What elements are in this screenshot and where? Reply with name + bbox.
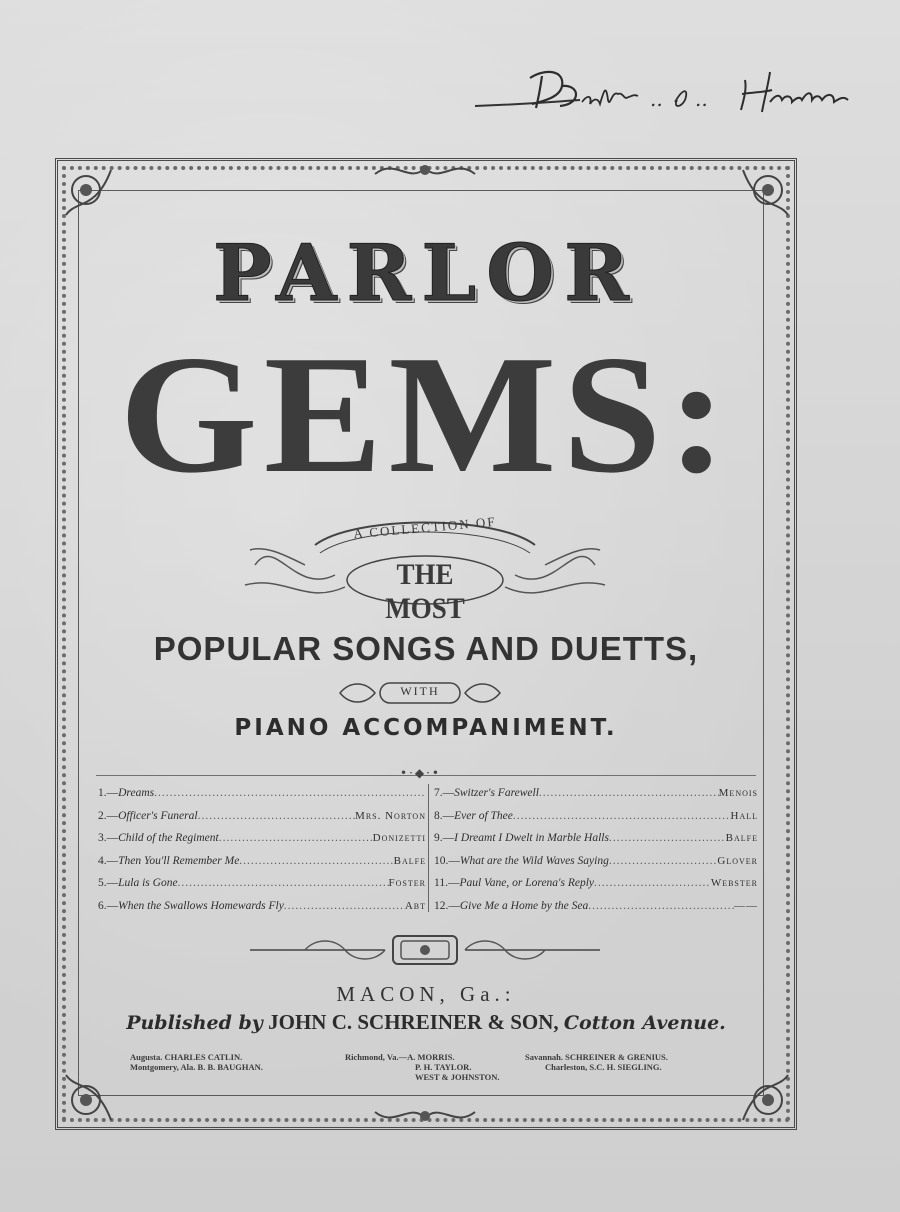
song-title: Dreams — [118, 787, 155, 799]
song-composer: Menois — [718, 787, 758, 799]
svg-text:..: .. — [695, 87, 708, 111]
song-item — [98, 895, 426, 918]
agent-entry: Richmond, Va.—A. MORRIS. — [345, 1052, 455, 1062]
song-composer: Hall — [730, 809, 758, 822]
song-item — [434, 827, 758, 850]
song-composer: Foster — [388, 877, 426, 889]
publication-place: MACON, Ga.: — [336, 982, 516, 1006]
svg-text:..: .. — [650, 87, 663, 111]
subtitle-the-most: THE MOST — [385, 558, 465, 625]
song-title: When the Swallows Homewards Fly — [118, 899, 284, 912]
subtitle-with: WITH — [400, 684, 440, 698]
song-item — [434, 805, 758, 828]
song-list-left — [98, 782, 426, 917]
publisher-prefix: Published by — [126, 1012, 263, 1034]
publisher-name: JOHN C. SCHREINER & SON, — [268, 1010, 559, 1034]
song-title: Child of the Regiment — [118, 832, 219, 844]
song-title: Lula is Gone — [118, 877, 178, 889]
song-number: 2.— — [98, 809, 119, 822]
song-item — [434, 850, 758, 873]
title-gems: GEMS: — [119, 319, 733, 509]
agents-column-3 — [525, 1052, 668, 1072]
song-number: 12.— — [434, 899, 460, 912]
agent-entry: Charleston, S.C. H. SIEGLING. — [545, 1062, 662, 1072]
song-title: Then You'll Remember Me — [118, 854, 240, 867]
song-item — [98, 850, 426, 873]
song-list-right — [434, 782, 758, 917]
agents-column-2 — [345, 1052, 499, 1082]
corner-flourish-icon — [56, 1060, 126, 1130]
song-title: What are the Wild Waves Saying — [459, 854, 609, 867]
song-composer: Balfe — [393, 854, 426, 867]
subtitle-accompaniment: PIANO ACCOMPANIMENT. — [234, 715, 618, 741]
subtitle-popular: POPULAR SONGS AND DUETTS, — [153, 630, 699, 667]
song-number: 3.— — [98, 832, 119, 844]
song-title: Paul Vane, or Lorena's Reply — [459, 877, 595, 889]
song-composer: Balfe — [725, 832, 758, 844]
publisher-ornament-icon — [245, 930, 605, 970]
song-number: 9.— — [434, 832, 455, 844]
agent-entry: Montgomery, Ala. B. B. BAUGHAN. — [130, 1062, 263, 1072]
title-parlor: PARLOR — [213, 228, 639, 319]
song-item — [434, 782, 758, 805]
song-item — [434, 872, 758, 895]
corner-flourish-icon — [728, 160, 798, 230]
song-composer: Glover — [717, 854, 758, 867]
column-divider — [428, 784, 429, 912]
song-composer: Webster — [710, 877, 758, 889]
agent-entry: Augusta. CHARLES CATLIN. — [130, 1052, 243, 1062]
song-number: 10.— — [434, 854, 460, 867]
top-center-flourish-icon — [370, 156, 480, 186]
publisher-line — [0, 1010, 852, 1035]
song-composer: Abt — [404, 899, 426, 912]
song-item — [98, 872, 426, 895]
bottom-center-flourish-icon — [370, 1100, 480, 1130]
song-number: 1.— — [98, 787, 119, 799]
song-item — [98, 805, 426, 828]
corner-flourish-icon — [728, 1060, 798, 1130]
song-title: Switzer's Farewell — [454, 787, 539, 799]
song-number: 4.— — [98, 854, 119, 867]
song-composer: —— — [734, 899, 758, 912]
corner-flourish-icon — [56, 160, 126, 230]
divider-ornament-icon: •·◆·• — [400, 766, 442, 780]
publisher-address: Cotton Avenue. — [563, 1012, 726, 1034]
agent-entry: WEST & JOHNSTON. — [415, 1072, 500, 1082]
song-title: Ever of Thee — [454, 809, 513, 822]
song-number: 7.— — [434, 787, 455, 799]
agent-entry: Savannah. SCHREINER & GRENIUS. — [525, 1052, 668, 1062]
song-item — [434, 895, 758, 918]
song-title: Officer's Funeral — [118, 809, 198, 822]
song-number: 5.— — [98, 877, 119, 889]
song-number: 11.— — [434, 877, 460, 889]
song-composer: Donizetti — [372, 832, 426, 844]
subtitle-collection: A COLLECTION OF — [352, 513, 498, 542]
agent-entry: P. H. TAYLOR. — [415, 1062, 472, 1072]
song-title: I Dreamt I Dwelt in Marble Halls — [454, 832, 609, 844]
song-item — [98, 827, 426, 850]
handwritten-signature — [470, 58, 890, 128]
song-composer: Mrs. Norton — [355, 809, 426, 822]
song-number: 6.— — [98, 899, 119, 912]
song-number: 8.— — [434, 809, 455, 822]
song-item — [98, 782, 426, 805]
agents-column-1 — [130, 1052, 263, 1072]
song-title: Give Me a Home by the Sea — [459, 899, 589, 912]
